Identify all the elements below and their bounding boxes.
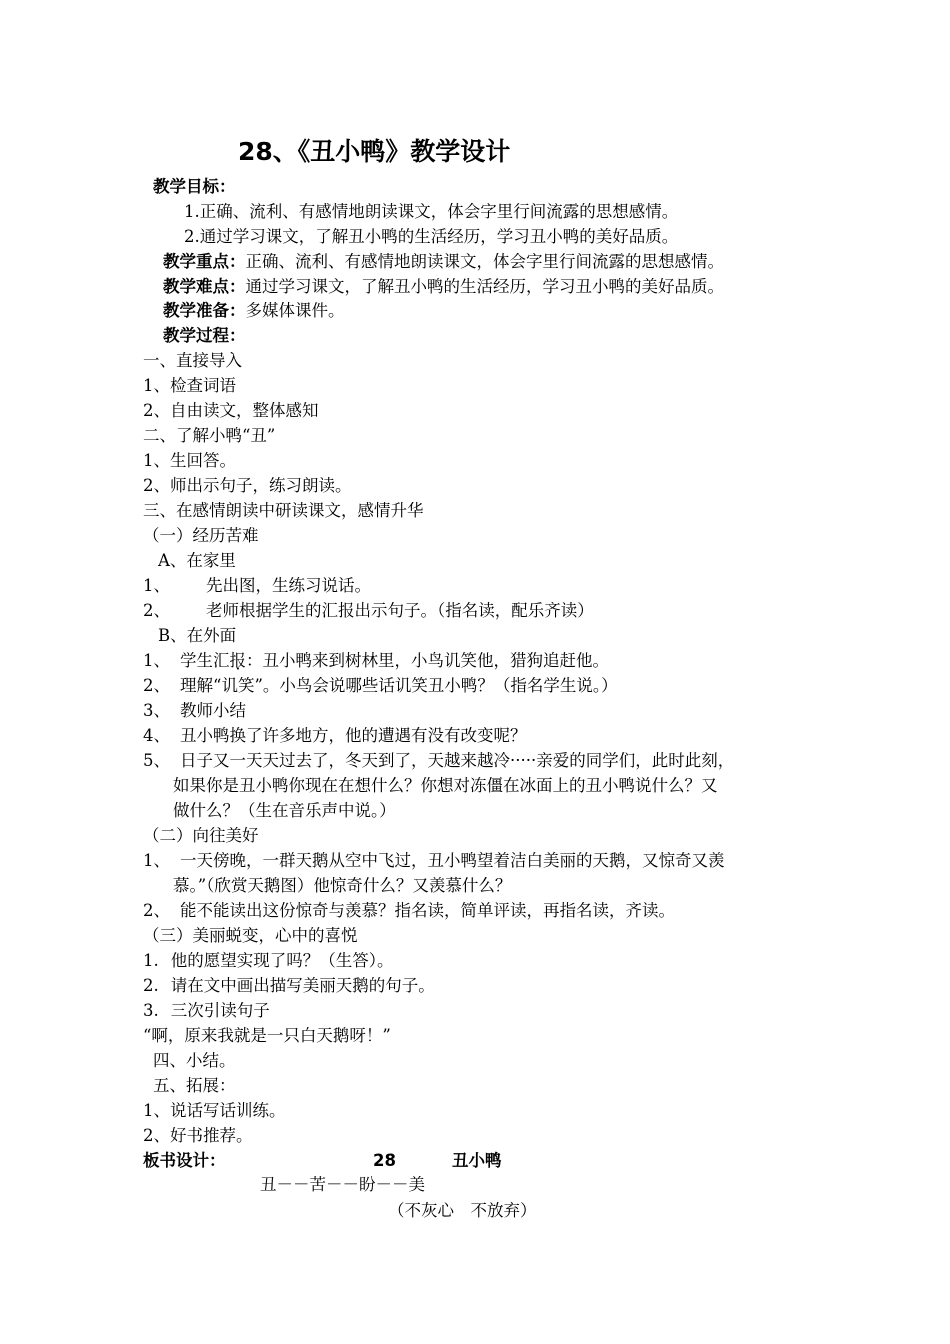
item-number: 4、	[143, 726, 170, 745]
item-number: 2.	[143, 976, 159, 995]
list-item	[143, 675, 618, 697]
board-line: （不灰心 不放弃）	[388, 1201, 537, 1220]
process-heading: 教学过程：	[163, 326, 246, 345]
item-number: 1、	[143, 576, 170, 595]
list-item: 2、师出示句子，练习朗读。	[143, 476, 352, 495]
difficulty-label: 教学难点：	[163, 277, 246, 296]
list-item: 1、说话写话训练。	[143, 1101, 286, 1120]
item-text: 请在文中画出描写美丽天鹅的句子。	[170, 976, 435, 995]
subsection-heading: （三）美丽蜕变，心中的喜悦	[143, 926, 358, 945]
list-item: 1、检查词语	[143, 376, 236, 395]
list-item	[143, 900, 675, 922]
list-item	[143, 575, 371, 597]
list-item: 2、好书推荐。	[143, 1126, 253, 1145]
item-text: 教师小结	[180, 701, 246, 720]
item-text: 老师根据学生的汇报出示句子。（指名读，配乐齐读）	[206, 601, 594, 620]
item-text: 他的愿望实现了吗？（生答）。	[170, 951, 394, 970]
list-item: 1、生回答。	[143, 451, 236, 470]
list-item	[143, 850, 725, 872]
list-item	[143, 725, 527, 747]
preparation-text: 多媒体课件。	[245, 301, 345, 320]
list-item	[143, 1000, 270, 1022]
item-number: 5、	[143, 751, 170, 770]
board-label: 板书设计：	[143, 1151, 226, 1170]
list-item	[143, 950, 394, 972]
item-number: 3.	[143, 1001, 159, 1020]
item-text-continuation: 做什么？（生在音乐声中说。）	[173, 801, 396, 820]
board-number: 28	[373, 1151, 396, 1170]
item-text: 一天傍晚，一群天鹅从空中飞过，丑小鸭望着洁白美丽的天鹅，又惊奇又羡	[180, 851, 725, 870]
difficulty-line	[163, 276, 724, 298]
item-number: 2、	[143, 901, 170, 920]
emphasis-dotted-word: 讥笑	[221, 676, 255, 695]
item-text-continuation: 如果你是丑小鸭你现在在想什么？你想对冻僵在冰面上的丑小鸭说什么？又	[173, 776, 718, 795]
subsection-heading: B、在外面	[158, 626, 237, 645]
section-heading: 二、了解小鸭“丑”	[143, 426, 276, 445]
key-point-line	[163, 251, 724, 273]
subsection-heading: （二）向往美好	[143, 826, 259, 845]
item-number: 1、	[143, 851, 170, 870]
list-item	[143, 750, 734, 772]
list-item: 2、自由读文，整体感知	[143, 401, 319, 420]
board-line: 丑－－苦－－盼－－美	[260, 1175, 425, 1194]
preparation-label: 教学准备：	[163, 301, 246, 320]
item-text: 能不能读出这份惊奇与羡慕？指名读，简单评读，再指名读，齐读。	[180, 901, 675, 920]
item-text-end: ”。小鸟会说哪些话讥笑丑小鸭？（指名学生说。）	[254, 676, 618, 695]
objective-item: 2.通过学习课文，了解丑小鸭的生活经历，学习丑小鸭的美好品质。	[184, 227, 679, 246]
subsection-heading: A、在家里	[158, 551, 236, 570]
item-number: 2、	[143, 676, 170, 695]
item-text: 先出图，生练习说话。	[206, 576, 371, 595]
objective-item: 1.正确、流利、有感情地朗读课文，体会字里行间流露的思想感情。	[184, 202, 679, 221]
item-number: 1、	[143, 651, 170, 670]
item-text-continuation: 慕。”（欣赏天鹅图）他惊奇什么？又羡慕什么？	[173, 876, 512, 895]
section-heading: 一、直接导入	[143, 351, 242, 370]
list-item	[143, 600, 594, 622]
item-number: 3、	[143, 701, 170, 720]
item-text: 学生汇报：丑小鸭来到树林里，小鸟讥笑他，猎狗追赶他。	[180, 651, 609, 670]
key-point-label: 教学重点：	[163, 252, 246, 271]
list-item	[143, 975, 435, 997]
preparation-line	[163, 300, 345, 322]
item-text: 三次引读句子	[170, 1001, 270, 1020]
difficulty-text: 通过学习课文，了解丑小鸭的生活经历，学习丑小鸭的美好品质。	[245, 277, 724, 296]
item-text: 丑小鸭换了许多地方，他的遭遇有没有改变呢？	[180, 726, 527, 745]
section-heading: 三、在感情朗读中研读课文，感情升华	[143, 501, 424, 520]
list-item	[143, 650, 609, 672]
item-text-start: 理解“	[180, 676, 222, 695]
subsection-heading: （一）经历苦难	[143, 526, 259, 545]
objectives-heading: 教学目标：	[153, 177, 236, 196]
quote-line: “啊，原来我就是一只白天鹅呀！”	[143, 1026, 391, 1045]
key-point-text: 正确、流利、有感情地朗读课文，体会字里行间流露的思想感情。	[245, 252, 724, 271]
section-heading: 五、拓展：	[153, 1076, 236, 1095]
board-title: 丑小鸭	[452, 1151, 502, 1170]
document-title: 28、《丑小鸭》教学设计	[238, 137, 511, 166]
list-item	[143, 700, 246, 722]
item-text: 日子又一天天过去了，冬天到了，天越来越冷·····亲爱的同学们，此时此刻，	[180, 751, 735, 770]
item-number: 1.	[143, 951, 159, 970]
section-heading: 四、小结。	[153, 1051, 236, 1070]
item-number: 2、	[143, 601, 170, 620]
